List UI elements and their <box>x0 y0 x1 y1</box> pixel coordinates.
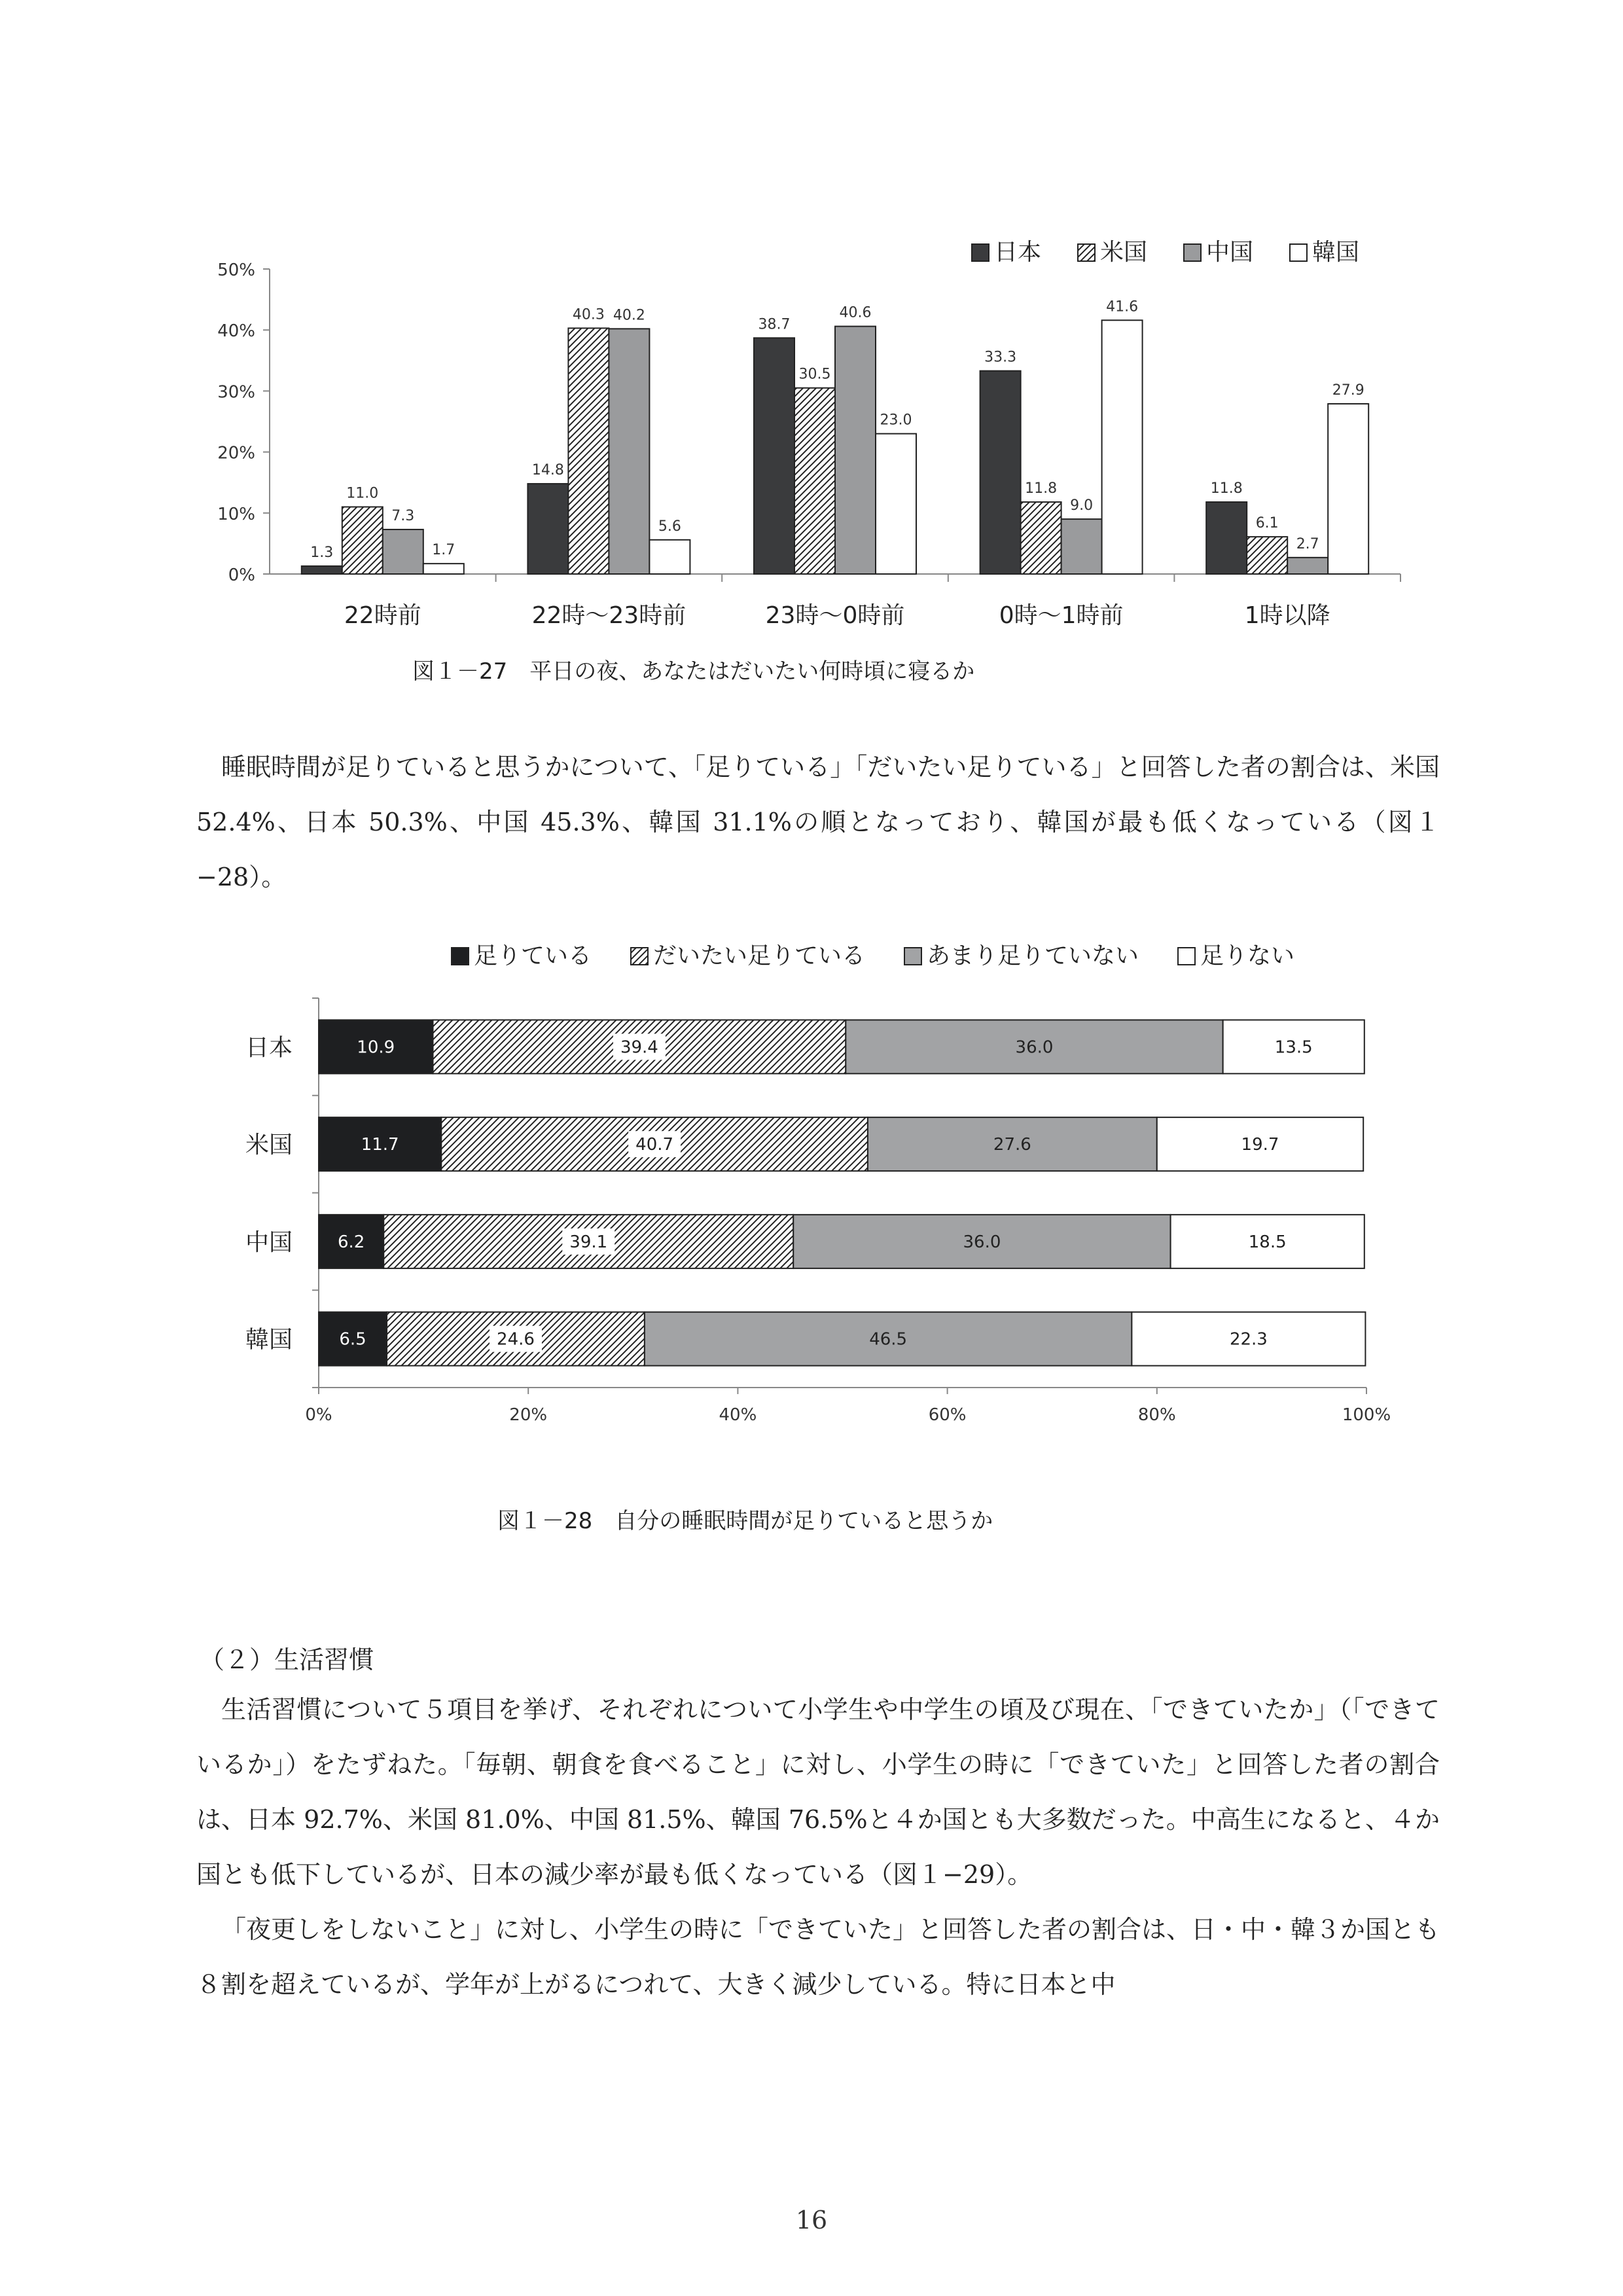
data-label: 36.0 <box>1015 1037 1054 1058</box>
data-label: 5.6 <box>658 518 681 535</box>
x-category-label: 22時～23時前 <box>531 602 687 628</box>
data-label: 6.5 <box>339 1329 366 1350</box>
bar <box>1247 537 1287 574</box>
figure-caption-1-27: 図１－27 平日の夜、あなたはだいたい何時頃に寝るか <box>412 658 975 685</box>
x-category-label: 0時～1時前 <box>999 602 1124 628</box>
legend-label: 韓国 <box>1312 239 1360 266</box>
y-tick-label: 30% <box>217 382 255 403</box>
data-label: 36.0 <box>963 1232 1001 1252</box>
category-label: 日本 <box>245 1034 293 1062</box>
x-category-label: 1時以降 <box>1244 602 1330 628</box>
data-label: 33.3 <box>984 349 1017 366</box>
bar <box>794 388 835 574</box>
y-tick-label: 20% <box>217 443 255 463</box>
data-label: 24.6 <box>497 1329 535 1350</box>
bar <box>527 484 568 574</box>
legend <box>452 942 1294 969</box>
data-label: 6.1 <box>1255 515 1279 532</box>
bar <box>835 327 876 574</box>
x-tick-label: 100% <box>1342 1405 1391 1425</box>
x-tick-label: 0% <box>305 1405 332 1425</box>
data-label: 23.0 <box>880 412 912 429</box>
legend-swatch <box>631 948 648 965</box>
section-heading: （２）生活習慣 <box>200 1645 374 1674</box>
data-label: 27.6 <box>993 1135 1031 1155</box>
bar <box>754 338 794 574</box>
category-label: 韓国 <box>245 1326 293 1354</box>
category-label: 中国 <box>245 1229 293 1256</box>
data-label: 13.5 <box>1274 1037 1313 1058</box>
x-tick-label: 40% <box>719 1405 757 1425</box>
x-tick-label: 80% <box>1137 1405 1176 1425</box>
data-label: 14.8 <box>531 462 564 479</box>
legend-label: 日本 <box>994 239 1042 266</box>
body-paragraph: 生活習慣について５項目を挙げ、それぞれについて小学生や中学生の頃及び現在、「できていたか」（「できているか」）をたずねた。「毎朝、朝食を食べること」に対し、小学生の時に「できていた」と回答した者の割合は、日本 92.7%、米国 81.0%、中国 81.5%、韓国 76.5%と４か国とも大多数だった。中高生になると、４か国とも低下しているが、日本の減少率が最も低くなっている（図１−29）。 「夜更しをしないこと」に対し、小学生の時に「できていた」と回答した者の割合は、日・中・韓３か国とも８割を超えているが、学年が上がるにつれて、大きく減少している。特に日本と中 <box>196 1695 1440 1999</box>
bar <box>1328 404 1368 574</box>
y-tick-label: 10% <box>217 504 255 524</box>
data-label: 40.6 <box>839 304 872 321</box>
data-label: 7.3 <box>391 507 415 524</box>
x-category-label: 22時前 <box>344 602 421 628</box>
data-label: 40.7 <box>635 1135 674 1155</box>
data-label: 10.9 <box>357 1037 395 1058</box>
page-number: 16 <box>795 2206 828 2234</box>
bar <box>1206 502 1247 574</box>
value-labels <box>338 1033 1313 1352</box>
legend-swatch <box>452 948 469 965</box>
x-category-label: 23時～0時前 <box>765 602 905 628</box>
data-label: 6.2 <box>337 1232 365 1252</box>
sleep-sufficiency-stacked-bar-chart <box>0 929 1623 1486</box>
legend-label: だいたい足りている <box>653 942 866 969</box>
legend <box>972 239 1359 266</box>
body-paragraph: 睡眠時間が足りていると思うかについて、「足りている」「だいたい足りている」と回答した者の割合は、米国 52.4%、日本 50.3%、中国 45.3%、韓国 31.1%の順となっており、韓国が最も低くなっている（図１−28）。 <box>196 753 1440 891</box>
data-label: 11.7 <box>361 1135 399 1155</box>
legend-label: 足りている <box>474 942 592 969</box>
bar <box>980 371 1021 574</box>
x-tick-label: 20% <box>509 1405 548 1425</box>
data-label: 18.5 <box>1248 1232 1287 1252</box>
legend-label: 足りない <box>1200 942 1295 969</box>
figure-caption-1-28: 図１－28 自分の睡眠時間が足りていると思うか <box>497 1508 993 1534</box>
data-label: 40.2 <box>613 307 645 324</box>
data-label: 27.9 <box>1332 382 1364 399</box>
stacked-bars <box>319 1020 1365 1365</box>
sleep-time-bar-chart <box>0 0 1623 628</box>
data-label: 46.5 <box>869 1329 908 1350</box>
data-label: 1.7 <box>432 542 455 559</box>
data-label: 39.1 <box>569 1232 608 1252</box>
bar <box>649 540 690 574</box>
legend-label: あまり足りていない <box>927 942 1139 969</box>
bars <box>302 320 1368 574</box>
legend-swatch <box>904 948 921 965</box>
legend-swatch <box>1078 244 1095 261</box>
data-label: 11.8 <box>1025 480 1058 497</box>
legend-swatch <box>1290 244 1307 261</box>
bar <box>609 329 649 574</box>
data-label: 19.7 <box>1241 1135 1279 1155</box>
bar <box>342 507 383 574</box>
bar <box>1021 502 1061 574</box>
x-axis-categories <box>344 602 1330 628</box>
data-label: 39.4 <box>620 1037 658 1058</box>
bar <box>423 564 464 574</box>
bar <box>1287 558 1328 574</box>
data-label: 38.7 <box>758 316 791 333</box>
legend-swatch <box>1184 244 1201 261</box>
y-tick-label: 0% <box>228 565 255 585</box>
bar <box>302 566 342 574</box>
y-tick-label: 50% <box>217 260 255 280</box>
data-label: 22.3 <box>1229 1329 1268 1350</box>
data-label: 40.3 <box>572 306 605 323</box>
legend-swatch <box>1178 948 1195 965</box>
data-label: 2.7 <box>1296 535 1319 552</box>
bar <box>383 529 423 574</box>
data-label: 9.0 <box>1070 497 1094 514</box>
bar <box>876 434 916 574</box>
legend-label: 中国 <box>1206 239 1254 266</box>
x-tick-label: 60% <box>928 1405 967 1425</box>
bar <box>568 328 609 574</box>
legend-swatch <box>972 244 989 261</box>
y-tick-label: 40% <box>217 321 255 342</box>
bar <box>1061 519 1102 574</box>
bar <box>1102 320 1143 574</box>
data-label: 11.8 <box>1210 480 1243 497</box>
data-label: 1.3 <box>310 544 334 561</box>
data-label: 41.6 <box>1106 298 1139 315</box>
data-label: 11.0 <box>346 485 379 502</box>
legend-label: 米国 <box>1100 239 1148 266</box>
category-label: 米国 <box>245 1132 293 1159</box>
data-label: 30.5 <box>798 366 831 383</box>
